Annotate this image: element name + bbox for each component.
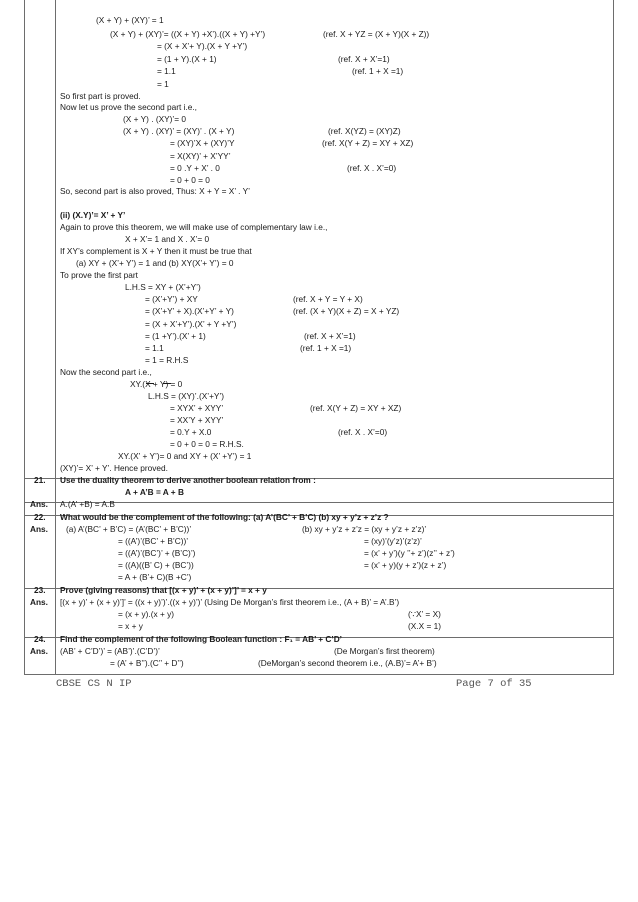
text-line: = 1 — [157, 79, 169, 89]
text-line: = 1.1 — [157, 66, 176, 76]
text-line: = XX’Y + XYY’ — [170, 415, 224, 425]
text-line: (ref. X + YZ = (X + Y)(X + Z)) — [323, 29, 430, 39]
text-line: = (1 +Y’).(X’ + 1) — [145, 331, 206, 341]
text-line: (a) A’(BC’ + B’C) = (A’(BC’ + B’C))’ — [66, 524, 192, 534]
text-line: = (XY)’X + (XY)’Y — [170, 138, 235, 148]
footer-left: CBSE CS N IP — [56, 678, 132, 690]
text-line: = 1.1 — [145, 343, 164, 353]
text-line: Ans. — [30, 597, 48, 607]
text-line: (ref. 1 + X =1) — [352, 66, 404, 76]
text-line: L.H.S = XY + (X’+Y’) — [125, 282, 201, 292]
text-line: = 0 .Y + X’ . 0 — [170, 163, 220, 173]
text-line: Ans. — [30, 524, 48, 534]
text-line: (X.X = 1) — [408, 621, 441, 631]
text-line: (ref. X(YZ) = (XY)Z) — [328, 126, 401, 136]
text-line: = (X + X’+Y’).(X’ + Y +Y’) — [145, 319, 237, 329]
text-line: = ((A’)’(BC’ + B’C))’ — [118, 536, 189, 546]
text-line: (X + Y) . (XY)’ = (XY)’ . (X + Y) — [123, 126, 235, 136]
text-line: (ref. X . X’=0) — [347, 163, 397, 173]
text-line: So, second part is also proved, Thus: X + Y = X’ . Y’ — [60, 186, 251, 196]
text-line: = (x’ + y’)(y ’’+ z’)(z’’ + z’) — [364, 548, 455, 558]
text-line: = (A’ + B’’).(C’’ + D’’) — [110, 658, 184, 668]
text-line: (ref. X(Y + Z) = XY + XZ) — [310, 403, 402, 413]
text-line: Ans. — [30, 646, 48, 656]
text-line: = (x’ + y)(y + z’)(z + z’) — [364, 560, 447, 570]
text-line: = 0 + 0 = 0 = R.H.S. — [170, 439, 244, 449]
text-line: 21. — [34, 475, 46, 485]
text-line: L.H.S = (XY)’.(X’+Y’) — [148, 391, 225, 401]
text-line: (X + Y) + (XY)’= ((X + Y) +X’).((X + Y) +Y’) — [110, 29, 266, 39]
text-line: (ref. (X + Y)(X + Z) = X + YZ) — [293, 306, 400, 316]
text-line: = (X’+Y’ + X).(X’+Y’ + Y) — [145, 306, 234, 316]
text-line: To prove the first part — [60, 270, 138, 280]
text-line: (ref. X + Y = Y + X) — [293, 294, 363, 304]
text-line: = 0.Y + X.0 — [170, 427, 212, 437]
text-line: 23. — [34, 585, 46, 595]
text-line: A + A’B = A + B — [125, 487, 184, 497]
text-line: (X + Y) . (XY)’= 0 — [123, 114, 187, 124]
text-line: XY.(X’ + Y’)= 0 and XY + (X’ +Y’) = 1 — [118, 451, 252, 461]
text-line: = ((A)((B’ C) + (BC’)) — [118, 560, 194, 570]
text-line: Now let us prove the second part i.e., — [60, 102, 197, 112]
text-line: XY.(X + Y) = 0 — [130, 379, 183, 389]
text-line: (ii) (X.Y)’= X’ + Y’ — [60, 210, 126, 220]
text-line: = A + (B’+ C)(B +C’) — [118, 572, 192, 582]
text-line: (ref. 1 + X =1) — [300, 343, 352, 353]
text-line: = (x + y).(x + y) — [118, 609, 175, 619]
text-line: (a) XY + (X’+ Y’) = 1 and (b) XY(X’+ Y’) = 0 — [76, 258, 234, 268]
text-line: (X + Y) + (XY)’ = 1 — [96, 15, 164, 25]
text-line: (ref. X(Y + Z) = XY + XZ) — [322, 138, 414, 148]
text-line: = XYX’ + XYY’ — [170, 403, 224, 413]
table-left-border — [24, 0, 25, 674]
text-line: (XY)’= X’ + Y’. Hence proved. — [60, 463, 168, 473]
text-line: (DeMorgan’s second theorem i.e., (A.B)’= A’+ B’) — [258, 658, 437, 668]
text-line: = (1 + Y).(X + 1) — [157, 54, 217, 64]
text-line: = ((A’)’(BC’)’ + (B’C)’) — [118, 548, 196, 558]
text-line: Ans. — [30, 499, 48, 509]
text-line: = 0 + 0 = 0 — [170, 175, 210, 185]
text-line: = 1 = R.H.S — [145, 355, 189, 365]
text-line: (∵X’ = X) — [408, 609, 441, 619]
text-line: (ref. X . X’=0) — [338, 427, 388, 437]
table-column-divider — [55, 0, 56, 674]
text-line: = X(XY)’ + X’YY’ — [170, 151, 231, 161]
text-line: Now the second part i.e., — [60, 367, 152, 377]
text-line: = (xy)’(y’z)’(z’z)’ — [364, 536, 422, 546]
text-line: 24. — [34, 634, 46, 644]
text-line: (De Morgan’s first theorem) — [334, 646, 435, 656]
text-line: So first part is proved. — [60, 91, 141, 101]
text-line: What would be the complement of the following: (a) A’(BC’ + B’C) (b) xy + y’z + z’z ? — [60, 512, 389, 522]
table-bottom-border — [24, 674, 614, 675]
text-line: = (X’+Y’) + XY — [145, 294, 198, 304]
text-line: Again to prove this theorem, we will make use of complementary law i.e., — [60, 222, 328, 232]
text-line: X + X’= 1 and X . X’= 0 — [125, 234, 210, 244]
text-line: If XY’s complement is X + Y then it must be true that — [60, 246, 252, 256]
text-line: (ref. X + X’=1) — [338, 54, 390, 64]
text-line: Prove (giving reasons) that [(x + y)’ + (x + y)’]’ = x + y — [60, 585, 267, 595]
text-line: Find the complement of the following Boolean function : F₁ = AB’ + C’D’ — [60, 634, 342, 644]
text-line: Use the duality theorem to derive another boolean relation from : — [60, 475, 316, 485]
table-right-border — [613, 0, 614, 674]
text-line: (ref. X + X’=1) — [304, 331, 356, 341]
text-line: (AB’ + C’D’)’ = (AB’)’.(C’D’)’ — [60, 646, 160, 656]
text-line: (b) xy + y’z + z’z = (xy + y’z + z’z)’ — [302, 524, 427, 534]
text-line: = x + y — [118, 621, 143, 631]
text-line: [(x + y)’ + (x + y)’]’ = ((x + y)’)’.((x + y)’)’ (Using De Morgan’s first theorem i.e., (A + B)’ = A’.B’) — [60, 597, 400, 607]
text-line: 22. — [34, 512, 46, 522]
text-line: A.(A’ +B) = A.B — [60, 499, 115, 509]
page-number: Page 7 of 35 — [456, 678, 532, 690]
text-line: = (X + X’+ Y).(X + Y +Y’) — [157, 41, 248, 51]
